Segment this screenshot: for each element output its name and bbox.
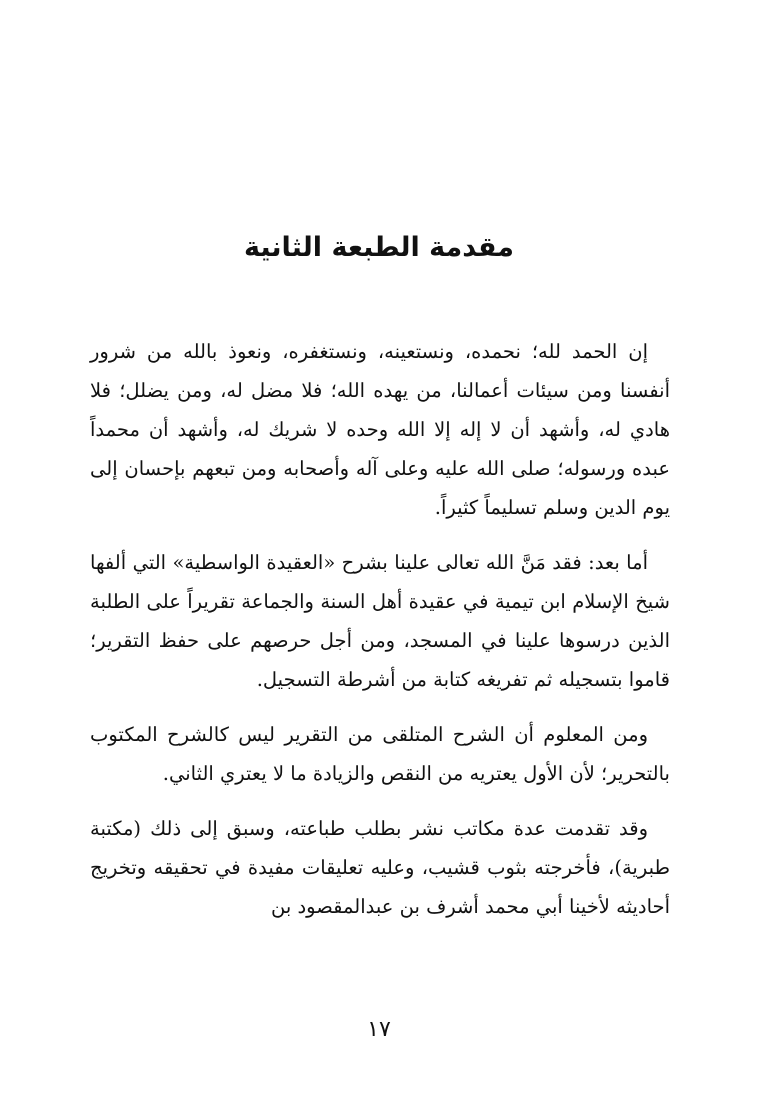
- paragraph-publishers: وقد تقدمت عدة مكاتب نشر بطلب طباعته، وسبق إلى ذلك (مكتبة طبرية)، فأخرجته بثوب قشيب، وعليه تعليقات مفيدة في تحقيقه وتخريج أحاديثه لأخينا أبي محمد أشرف بن عبدالمقصود بن: [90, 817, 670, 918]
- paragraph-known: ومن المعلوم أن الشرح المتلقى من التقرير ليس كالشرح المكتوب بالتحرير؛ لأن الأول يعتريه من النقص والزيادة ما لا يعتري الثاني.: [90, 723, 670, 785]
- page-number: ١٧: [367, 1017, 391, 1042]
- body-text: [90, 332, 670, 942]
- paragraph-opening: إن الحمد لله؛ نحمده، ونستعينه، ونستغفره، ونعوذ بالله من شرور أنفسنا ومن سيئات أعمالنا، من يهده الله؛ فلا مضل له، ومن يضلل؛ فلا هادي له، وأشهد أن لا إله إلا الله وحده لا شريك له، وأشهد أن محمداً عبده ورسوله؛ صلى الله عليه وعلى آله وأصحابه ومن تبعهم بإحسان إلى يوم الدين وسلم تسليماً كثيراً.: [90, 340, 671, 519]
- page-title: مقدمة الطبعة الثانية: [243, 232, 515, 263]
- paragraph-amma-bad: أما بعد: فقد مَنَّ الله تعالى علينا بشرح «العقيدة الواسطية» التي ألفها شيخ الإسلام ابن تيمية في عقيدة أهل السنة والجماعة تقريراً على الطلبة الذين درسوها علينا في المسجد، ومن أجل حرصهم على حفظ التقرير؛ قاموا بتسجيله ثم تفريغه كتابة من أشرطة التسجيل.: [90, 551, 670, 691]
